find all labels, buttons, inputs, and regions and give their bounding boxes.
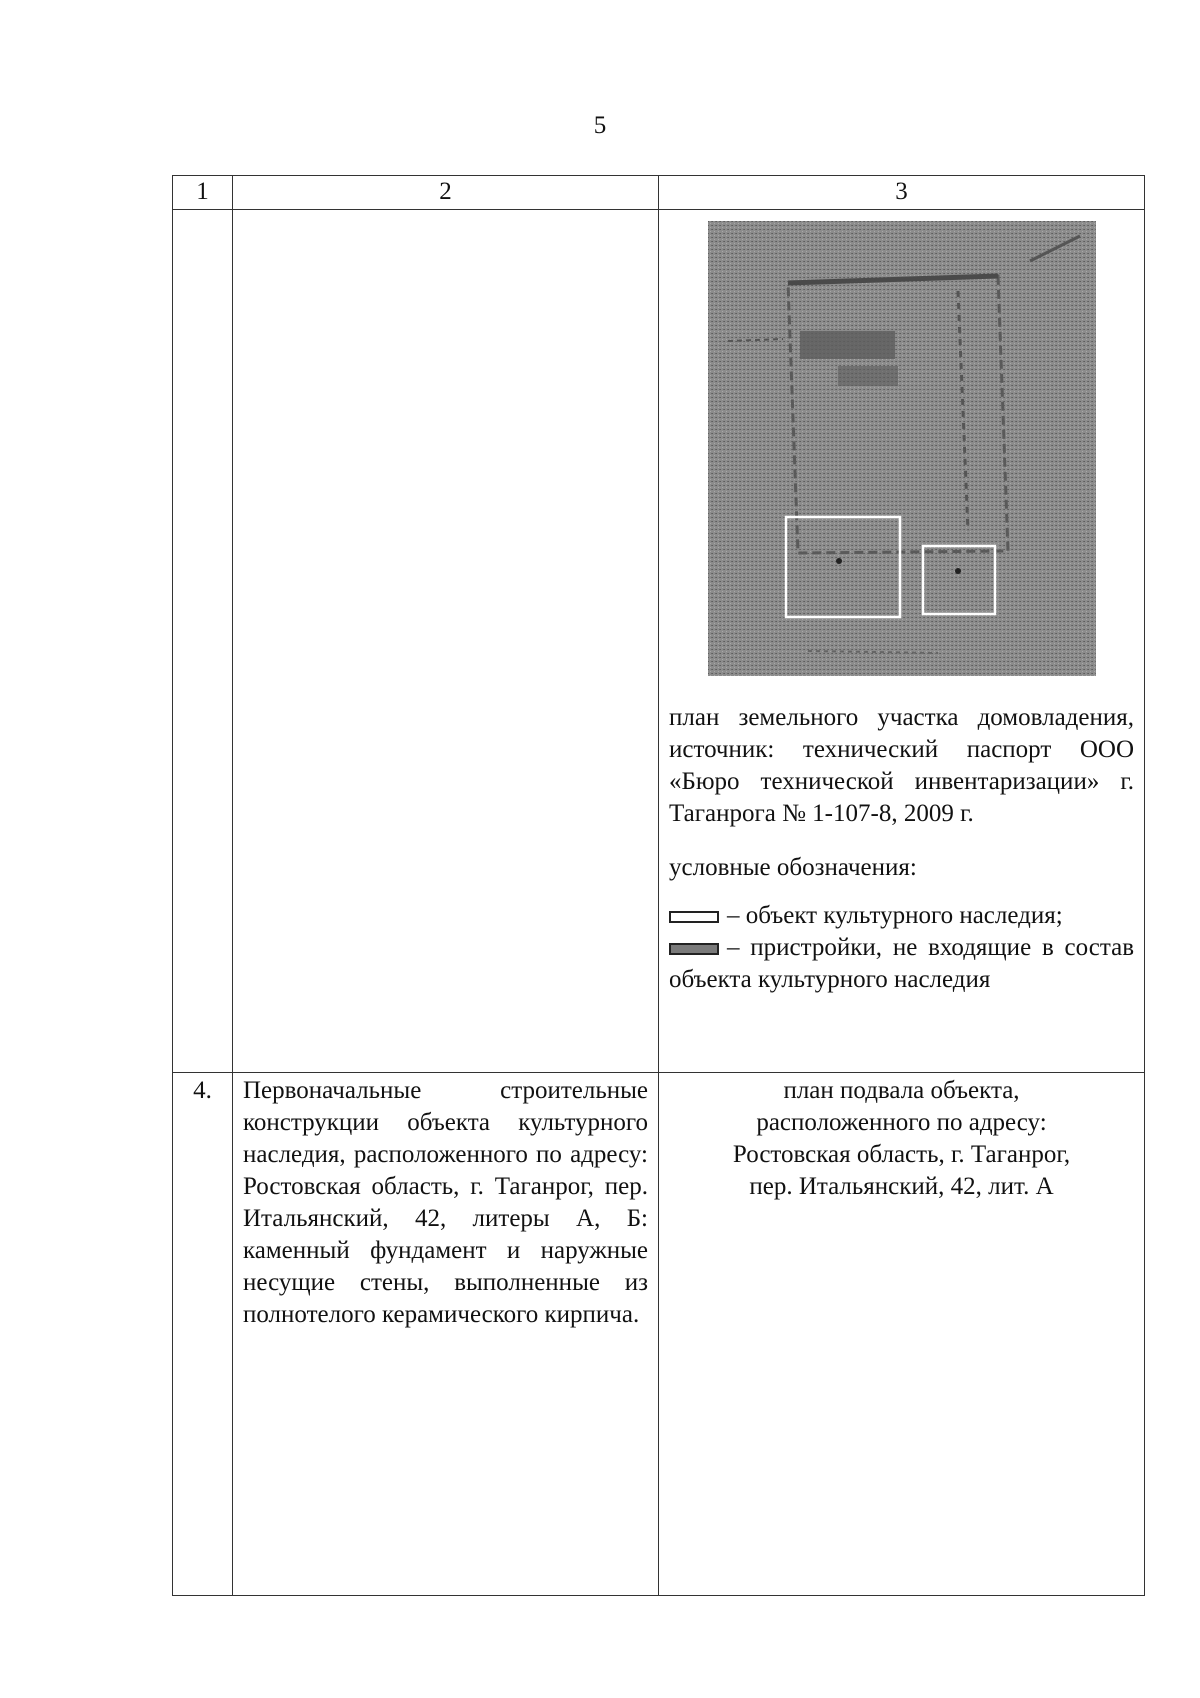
- legend: [669, 900, 1134, 996]
- legend-item-extensions: [669, 932, 1134, 996]
- data-table: [172, 175, 1145, 1596]
- legend-swatch-grey: [669, 943, 719, 955]
- legend-swatch-white: [669, 911, 719, 923]
- page-number: 5: [593, 112, 607, 139]
- column-header-1: 1: [173, 176, 233, 210]
- column-header-2: 2: [233, 176, 659, 210]
- legend-item-label: – объект культурного наследия;: [727, 902, 1063, 929]
- table-row-4: [173, 1073, 1145, 1596]
- table-header-row: [173, 176, 1145, 210]
- legend-item-heritage: [669, 900, 1134, 932]
- legend-title: условные обозначения:: [669, 854, 917, 881]
- plan-cell: [659, 210, 1145, 1073]
- table-row-continued: [173, 210, 1145, 1073]
- row-number: 4.: [173, 1073, 233, 1596]
- legend-item-label: – пристройки, не входящие в состав объекта культурного наследия: [669, 934, 1134, 993]
- plan-line: план подвала объекта,: [783, 1077, 1020, 1104]
- basement-plan-caption: [659, 1073, 1145, 1596]
- empty-number-cell: [173, 210, 233, 1073]
- plan-line: Ростовская область, г. Таганрог,: [732, 1141, 1071, 1168]
- empty-description-cell: [233, 210, 659, 1073]
- row-description: Первоначальные строительные конструкции объекта культурного наследия, расположенного по адресу: Ростовская область, г. Таганрог, пер. Итальянский, 42, литеры А, Б: каменный фундамент и наружные несущие стены, выполненные из полнотелого керамического кирпича.: [233, 1073, 659, 1596]
- land-plot-plan-image: [708, 221, 1096, 676]
- column-header-3: 3: [659, 176, 1145, 210]
- plan-caption: план земельного участка домовладения, источник: технический паспорт ООО «Бюро технической инвентаризации» г. Таганрога № 1-107-8, 2009 г.: [669, 704, 1134, 827]
- plan-line: расположенного по адресу:: [756, 1109, 1047, 1136]
- plan-line: пер. Итальянский, 42, лит. А: [749, 1173, 1054, 1200]
